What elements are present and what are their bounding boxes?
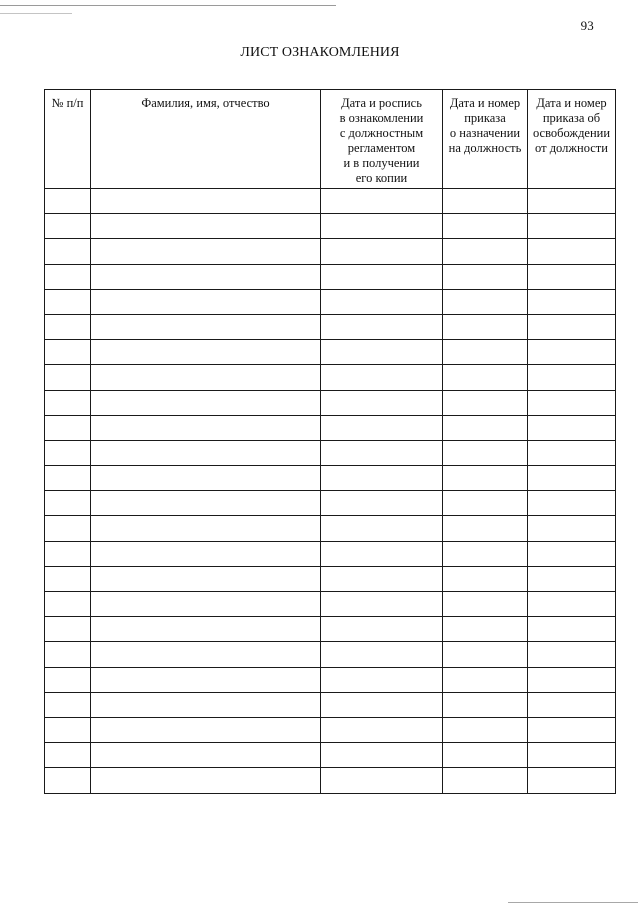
table-row <box>45 541 616 566</box>
cell-number <box>45 340 91 365</box>
header-cell-number <box>45 90 91 189</box>
cell-dismissal-order <box>528 743 616 768</box>
cell-appointment-order <box>443 415 528 440</box>
table-row <box>45 239 616 264</box>
cell-dismissal-order <box>528 415 616 440</box>
header-appointment-order-label: Дата и номер приказа о назначении на должность <box>448 96 522 155</box>
cell-full-name <box>91 743 321 768</box>
cell-number <box>45 440 91 465</box>
cell-dismissal-order <box>528 592 616 617</box>
header-cell-signature <box>321 90 443 189</box>
cell-signature <box>321 642 443 667</box>
cell-number <box>45 466 91 491</box>
cell-dismissal-order <box>528 667 616 692</box>
cell-appointment-order <box>443 667 528 692</box>
table-row <box>45 717 616 742</box>
cell-dismissal-order <box>528 516 616 541</box>
cell-signature <box>321 239 443 264</box>
cell-appointment-order <box>443 340 528 365</box>
cell-number <box>45 566 91 591</box>
table-row <box>45 592 616 617</box>
cell-appointment-order <box>443 743 528 768</box>
cell-number <box>45 692 91 717</box>
cell-appointment-order <box>443 717 528 742</box>
cell-signature <box>321 466 443 491</box>
cell-dismissal-order <box>528 239 616 264</box>
cell-signature <box>321 365 443 390</box>
cell-signature <box>321 289 443 314</box>
table-row <box>45 642 616 667</box>
cell-number <box>45 189 91 214</box>
cell-signature <box>321 214 443 239</box>
cell-appointment-order <box>443 289 528 314</box>
cell-full-name <box>91 516 321 541</box>
cell-dismissal-order <box>528 466 616 491</box>
table-row <box>45 214 616 239</box>
cell-number <box>45 617 91 642</box>
cell-dismissal-order <box>528 491 616 516</box>
table-row <box>45 566 616 591</box>
header-number-label: № п/п <box>51 96 84 110</box>
cell-signature <box>321 566 443 591</box>
cell-full-name <box>91 717 321 742</box>
cell-dismissal-order <box>528 340 616 365</box>
table-row <box>45 491 616 516</box>
cell-appointment-order <box>443 365 528 390</box>
cell-appointment-order <box>443 440 528 465</box>
cell-number <box>45 717 91 742</box>
header-full-name-label: Фамилия, имя, отчество <box>141 96 270 110</box>
cell-dismissal-order <box>528 365 616 390</box>
cell-signature <box>321 717 443 742</box>
table-row <box>45 516 616 541</box>
table-row <box>45 466 616 491</box>
table-header-row <box>45 90 616 189</box>
table-body <box>45 189 616 794</box>
cell-number <box>45 390 91 415</box>
cell-number <box>45 743 91 768</box>
cell-full-name <box>91 440 321 465</box>
cell-signature <box>321 491 443 516</box>
scan-edge-line-bottom <box>508 902 638 903</box>
cell-full-name <box>91 491 321 516</box>
cell-full-name <box>91 617 321 642</box>
cell-full-name <box>91 415 321 440</box>
table-row <box>45 365 616 390</box>
cell-full-name <box>91 667 321 692</box>
cell-signature <box>321 415 443 440</box>
cell-dismissal-order <box>528 314 616 339</box>
cell-full-name <box>91 692 321 717</box>
page-number: 93 <box>580 18 594 33</box>
cell-signature <box>321 189 443 214</box>
cell-dismissal-order <box>528 264 616 289</box>
cell-appointment-order <box>443 189 528 214</box>
cell-appointment-order <box>443 566 528 591</box>
cell-appointment-order <box>443 516 528 541</box>
table-row <box>45 768 616 793</box>
cell-signature <box>321 743 443 768</box>
cell-appointment-order <box>443 314 528 339</box>
table-row <box>45 617 616 642</box>
cell-signature <box>321 390 443 415</box>
cell-dismissal-order <box>528 541 616 566</box>
cell-number <box>45 541 91 566</box>
cell-appointment-order <box>443 491 528 516</box>
cell-signature <box>321 516 443 541</box>
cell-full-name <box>91 214 321 239</box>
cell-full-name <box>91 592 321 617</box>
table-row <box>45 743 616 768</box>
table-row <box>45 264 616 289</box>
header-cell-dismissal-order <box>528 90 616 189</box>
cell-number <box>45 415 91 440</box>
table-row <box>45 289 616 314</box>
cell-signature <box>321 768 443 793</box>
cell-dismissal-order <box>528 189 616 214</box>
cell-full-name <box>91 768 321 793</box>
cell-full-name <box>91 541 321 566</box>
table-row <box>45 390 616 415</box>
cell-full-name <box>91 314 321 339</box>
header-dismissal-order-label: Дата и номер приказа об освобождении от должности <box>532 96 611 155</box>
table-row <box>45 667 616 692</box>
cell-dismissal-order <box>528 768 616 793</box>
header-cell-appointment-order <box>443 90 528 189</box>
cell-number <box>45 768 91 793</box>
cell-full-name <box>91 289 321 314</box>
cell-full-name <box>91 264 321 289</box>
cell-appointment-order <box>443 592 528 617</box>
cell-full-name <box>91 390 321 415</box>
cell-dismissal-order <box>528 214 616 239</box>
cell-signature <box>321 667 443 692</box>
cell-full-name <box>91 189 321 214</box>
cell-appointment-order <box>443 541 528 566</box>
cell-dismissal-order <box>528 440 616 465</box>
cell-appointment-order <box>443 390 528 415</box>
cell-number <box>45 214 91 239</box>
cell-number <box>45 516 91 541</box>
scan-edge-line-short <box>0 13 72 14</box>
table-row <box>45 692 616 717</box>
table-row <box>45 314 616 339</box>
cell-number <box>45 642 91 667</box>
table-row <box>45 340 616 365</box>
cell-dismissal-order <box>528 642 616 667</box>
cell-signature <box>321 264 443 289</box>
cell-signature <box>321 692 443 717</box>
cell-appointment-order <box>443 214 528 239</box>
cell-appointment-order <box>443 466 528 491</box>
table-row <box>45 415 616 440</box>
cell-number <box>45 667 91 692</box>
cell-signature <box>321 440 443 465</box>
cell-dismissal-order <box>528 566 616 591</box>
cell-full-name <box>91 642 321 667</box>
cell-number <box>45 289 91 314</box>
cell-appointment-order <box>443 768 528 793</box>
cell-dismissal-order <box>528 617 616 642</box>
cell-signature <box>321 314 443 339</box>
cell-dismissal-order <box>528 390 616 415</box>
cell-full-name <box>91 239 321 264</box>
scan-edge-line <box>0 5 336 6</box>
cell-appointment-order <box>443 692 528 717</box>
cell-appointment-order <box>443 642 528 667</box>
cell-full-name <box>91 466 321 491</box>
cell-signature <box>321 617 443 642</box>
cell-appointment-order <box>443 264 528 289</box>
cell-appointment-order <box>443 617 528 642</box>
cell-number <box>45 592 91 617</box>
cell-number <box>45 314 91 339</box>
cell-appointment-order <box>443 239 528 264</box>
header-cell-full-name <box>91 90 321 189</box>
table-row <box>45 189 616 214</box>
cell-full-name <box>91 365 321 390</box>
cell-number <box>45 239 91 264</box>
acknowledgement-table <box>44 89 616 794</box>
cell-number <box>45 365 91 390</box>
cell-number <box>45 264 91 289</box>
table-row <box>45 440 616 465</box>
cell-signature <box>321 340 443 365</box>
cell-dismissal-order <box>528 289 616 314</box>
cell-signature <box>321 541 443 566</box>
cell-number <box>45 491 91 516</box>
cell-signature <box>321 592 443 617</box>
page-title: ЛИСТ ОЗНАКОМЛЕНИЯ <box>240 45 400 60</box>
header-signature-label: Дата и роспись в ознакомлении с должностным регламентом и в получении его копии <box>339 96 424 185</box>
cell-dismissal-order <box>528 717 616 742</box>
cell-full-name <box>91 340 321 365</box>
cell-full-name <box>91 566 321 591</box>
cell-dismissal-order <box>528 692 616 717</box>
